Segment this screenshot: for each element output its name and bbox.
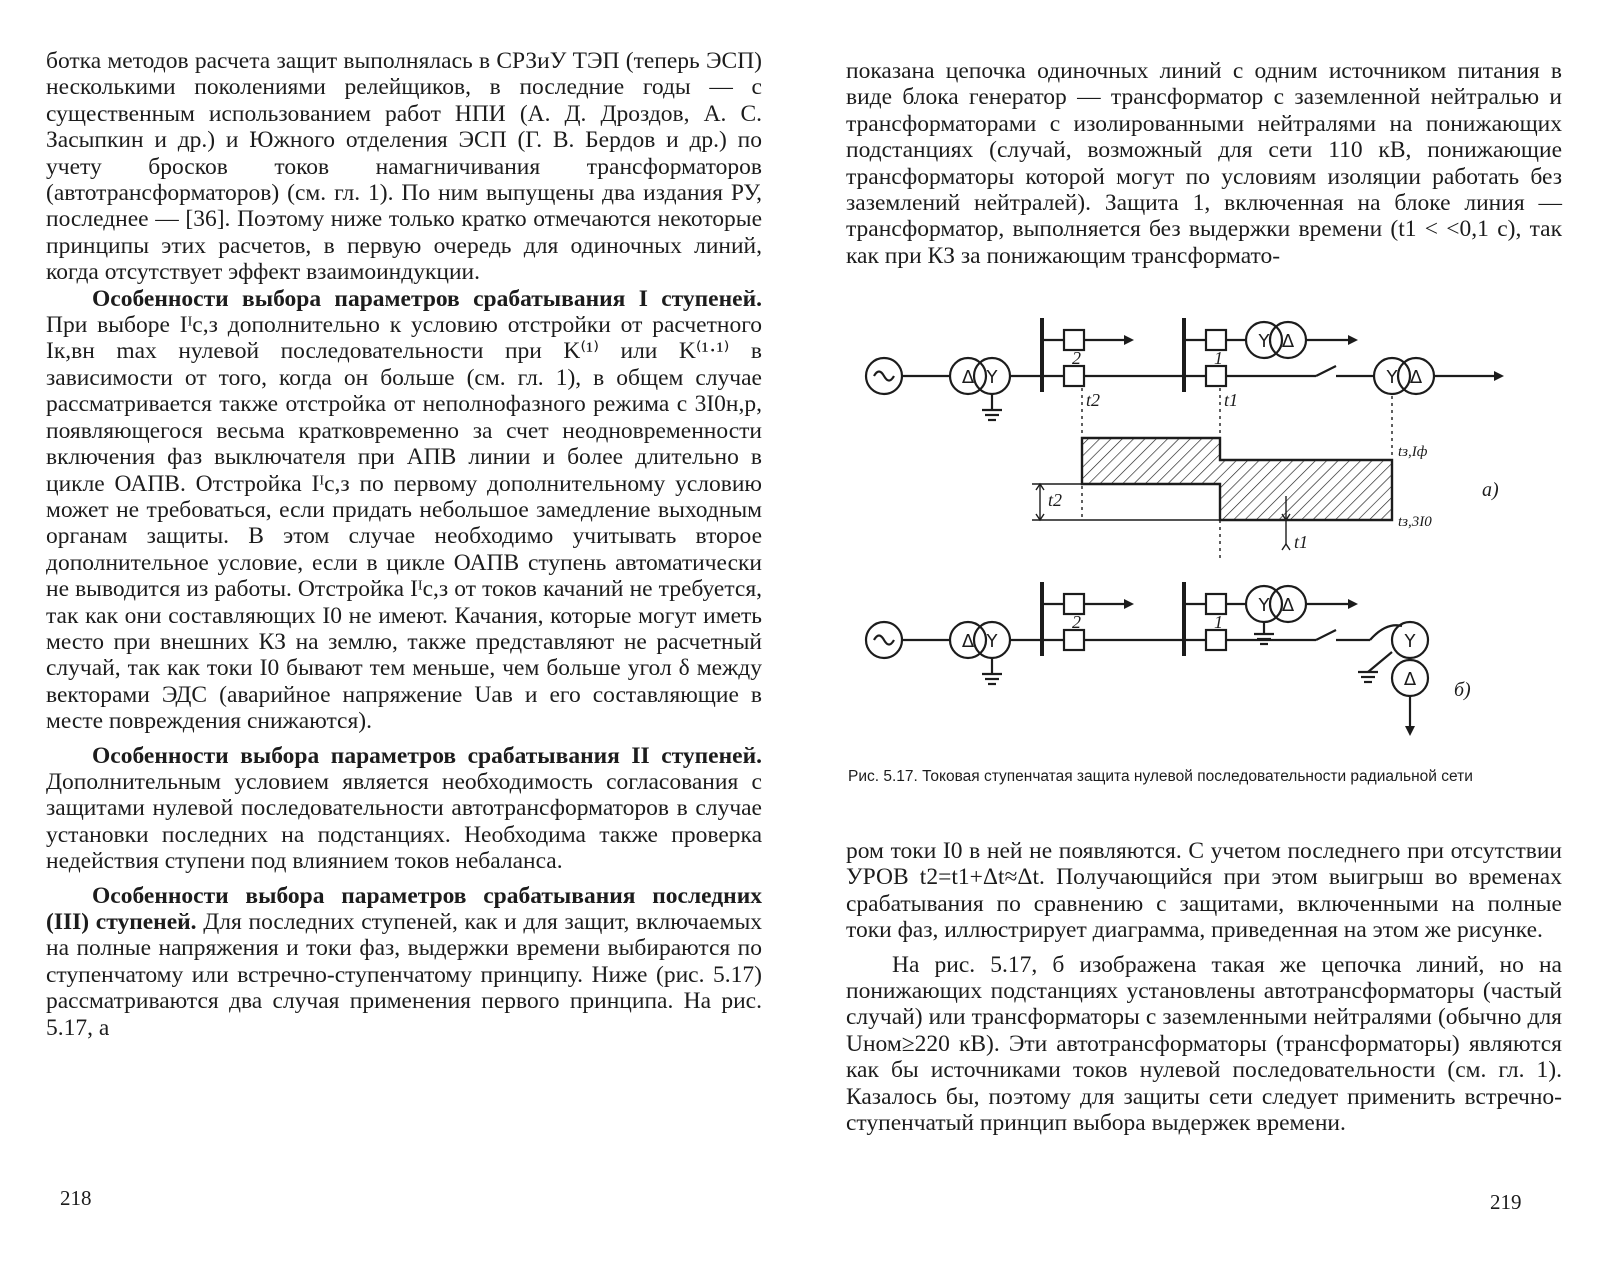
breaker-2	[1064, 366, 1084, 386]
svg-text:Δ: Δ	[961, 631, 975, 652]
right-paragraph-3: На рис. 5.17, б изображена такая же цепочка линий, но на понижающих подстанциях установлены автотрансформаторы (частый случай) или трансформаторы с заземленными нейтралями (обычно для Uном≥220 кВ). Эти автотрансформаторы (трансформаторы) являются как бы источниками токов нулевой последовательности (см. гл. 1). Казалось бы, поэтому для защиты сети следует применить встречно-ступенчатый принцип выбора выдержек времени.	[846, 951, 1562, 1137]
label-t1: t1	[1224, 390, 1239, 410]
svg-text:Y: Y	[1258, 331, 1270, 352]
label-t1-dimension: t1	[1294, 532, 1309, 552]
right-paragraph-1: показана цепочка одиночных линий с одним источником питания в виде блока генератор — трансформатор с заземленной нейтралью и трансформаторами с изолированными нейтралями на понижающих подстанциях (случай, возможный для сети 110 кВ, понижающие трансформаторы которой могут по условиям изоляции работать без заземлений нейтралей). Защита 1, включенная на блоке линия — трансформатор, выполняется без выдержки времени (t1 < <0,1 с), так как при КЗ за понижающим трансформато-	[846, 58, 1562, 269]
left-paragraph-4	[46, 883, 762, 1041]
label-t2: t2	[1086, 390, 1101, 410]
svg-text:Y: Y	[1258, 595, 1270, 616]
figure-5-17	[842, 300, 1562, 760]
right-paragraph-2: ром токи I0 в ней не появляются. С учетом последнего при отсутствии УРОВ t2=t1+Δt≈Δt. Получающийся при этом выигрыш во временах срабатывания по сравнению с защитами, включенными на полные токи фаз, иллюстрирует диаграмма, приведенная на этом же рисунке.	[846, 838, 1562, 944]
label-protection-2-b: 2	[1072, 612, 1081, 632]
label-t3-Iph: tз,Iф	[1398, 444, 1428, 460]
left-paragraph-2	[46, 286, 762, 735]
arrow-feeder-1	[1124, 335, 1134, 345]
hatched-time-area	[1082, 438, 1392, 520]
right-text-bottom	[846, 838, 1562, 1136]
label-t2-dimension: t2	[1048, 490, 1063, 510]
svg-text:Δ: Δ	[1409, 367, 1423, 388]
panel-label-a: а)	[1482, 479, 1499, 501]
page-number-right: 219	[1490, 1190, 1522, 1214]
svg-text:Y: Y	[1386, 367, 1398, 388]
breaker-1	[1206, 366, 1226, 386]
left-paragraph-3	[46, 743, 762, 875]
heading-stage-1: Особенности выбора параметров срабатывания I ступеней.	[92, 285, 762, 312]
svg-text:Δ: Δ	[961, 367, 975, 388]
generator-wave	[874, 372, 894, 381]
svg-text:Δ: Δ	[1403, 669, 1417, 690]
left-paragraph-2-text: При выборе Iᴵс,з дополнительно к условию отстройки от расчетного Iк,вн max нулевой последовательности при K⁽¹⁾ или K⁽¹·¹⁾ в зависимости от того, когда он больше (см. гл. 1), в общем случае рассматривается также отстройка от неполнофазного режима с 3I0н,р, появляющегося весьма кратковременно за счет неодновременности включения фаз выключателя при АПВ линии и более длительно в цикле ОАПВ. Отстройка Iᴵс,з по первому дополнительному условию может не требоваться, если придать небольшое замедление выходным органам защиты. В этом случае необходимо учитывать второе дополнительное условие, если в цикле ОАПВ ступень автоматически не выводится из работы. Отстройка Iᴵс,з от токов качаний не требуется, так как они составляющих I0 не имеют. Качания, которые могут иметь место при внешних КЗ на землю, также представляют не расчетный случай, так как токи I0 бывают тем меньше, чем больше угол δ между векторами ЭДС (аварийное напряжение Uав и его составляющие в месте повреждения снижаются).	[46, 312, 762, 735]
heading-stage-3: Особенности выбора параметров срабатывания последних (III) ступеней.	[46, 882, 762, 935]
breaker-feeder-2	[1206, 330, 1226, 350]
svg-text:Δ: Δ	[1281, 595, 1295, 616]
left-paragraph-4-text: Для последних ступеней, как и для защит, включаемых на полные напряжения и токи фаз, выдержки времени выбираются по ступенчатому или встречно-ступенчатому принципу. Ниже (рис. 5.17) рассматриваются два случая применения первого принципа. На рис. 5.17, а	[46, 909, 762, 1041]
arrow-feeder-2	[1348, 335, 1358, 345]
label-t3-3I0: tз,3I0	[1398, 514, 1432, 530]
svg-text:Y: Y	[986, 367, 998, 388]
left-paragraph-1: ботка методов расчета защит выполнялась в СРЗиУ ТЭП (теперь ЭСП) несколькими поколениями релейщиков, в последние годы — с существенным использованием работ НПИ (А. Д. Дроздов, А. С. Засыпкин и др.) и Южного отделения ЭСП (Г. В. Бердов и др.) по учету бросков токов намагничивания трансформаторов (автотрансформаторов) (см. гл. 1). По ним выпущены два издания РУ, последнее — [36]. Поэтому ниже только кратко отмечаются некоторые принципы этих расчетов, в первую очередь для одиночных линий, когда отсутствует эффект взаимоиндукции.	[46, 48, 762, 286]
breaker-feeder-1	[1064, 330, 1084, 350]
panel-label-b: б)	[1454, 679, 1471, 701]
label-protection-2: 2	[1072, 348, 1081, 368]
disconnector	[1316, 366, 1336, 376]
svg-text:Δ: Δ	[1281, 331, 1295, 352]
page-number-left: 218	[60, 1186, 92, 1210]
right-text-top	[846, 58, 1562, 269]
label-protection-1: 1	[1214, 348, 1223, 368]
figure-caption: Рис. 5.17. Токовая ступенчатая защита нулевой последовательности радиальной сети	[848, 768, 1473, 785]
left-paragraph-3-text: Дополнительным условием является необходимость согласования с защитами нулевой последовательности автотрансформаторов в случае установки последних на подстанциях. Необходима также проверка недействия ступени под влиянием токов небаланса.	[46, 768, 762, 875]
heading-stage-2: Особенности выбора параметров срабатывания II ступеней.	[92, 742, 762, 769]
left-text-column	[46, 48, 762, 1041]
svg-text:Y: Y	[1404, 631, 1416, 652]
svg-text:Y: Y	[986, 631, 998, 652]
label-protection-1-b: 1	[1214, 612, 1223, 632]
arrow-line-end	[1494, 371, 1504, 381]
right-page	[800, 0, 1600, 1279]
